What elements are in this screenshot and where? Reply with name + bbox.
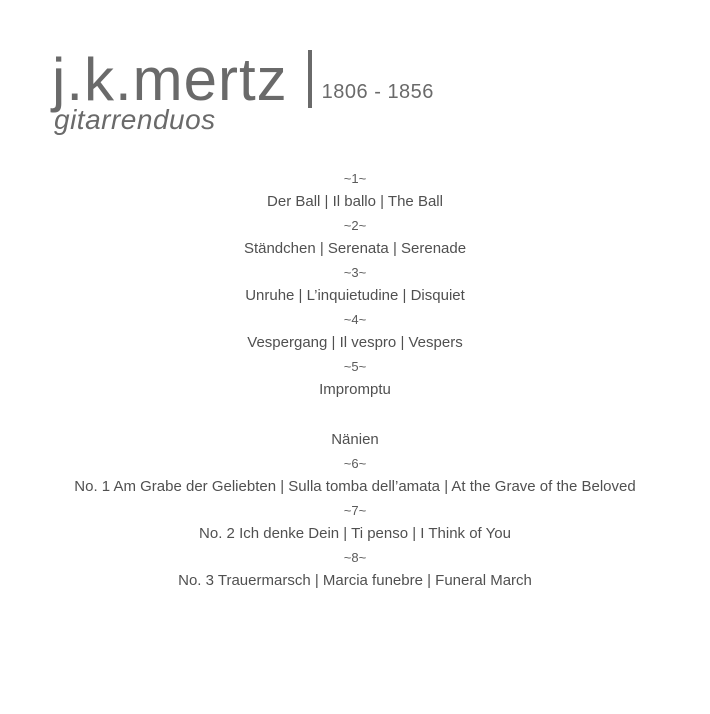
composer-dates: 1806 - 1856 <box>321 81 434 103</box>
track-number: ~1~ <box>343 171 367 186</box>
track-number: ~8~ <box>343 550 367 565</box>
track-title: No. 1 Am Grabe der Geliebten | Sulla tomba dell’amata | At the Grave of the Beloved <box>74 478 636 495</box>
track-number: ~4~ <box>343 312 367 327</box>
track-title: Der Ball | Il ballo | The Ball <box>267 193 443 210</box>
track-number: ~3~ <box>343 265 367 280</box>
header <box>52 40 434 136</box>
track-title: Impromptu <box>319 381 391 398</box>
track-number: ~7~ <box>343 503 367 518</box>
title-divider <box>308 50 312 108</box>
track-title: No. 3 Trauermarsch | Marcia funebre | Funeral March <box>178 572 532 589</box>
album-subtitle: gitarrenduos <box>54 104 216 135</box>
track-title: Ständchen | Serenata | Serenade <box>243 240 467 257</box>
track-title: Unruhe | L’inquietudine | Disquiet <box>245 287 465 304</box>
tracklist <box>0 168 710 594</box>
track-number: ~2~ <box>343 218 367 233</box>
composer-name: j.k.mertz <box>52 46 288 113</box>
title-row <box>52 40 434 113</box>
track-number: ~6~ <box>343 456 367 471</box>
track-title: No. 2 Ich denke Dein | Ti penso | I Think of You <box>199 525 511 542</box>
section-title: Nänien <box>331 431 379 448</box>
track-number: ~5~ <box>343 359 367 374</box>
section-spacer <box>0 403 710 427</box>
track-title: Vespergang | Il vespro | Vespers <box>247 334 463 351</box>
